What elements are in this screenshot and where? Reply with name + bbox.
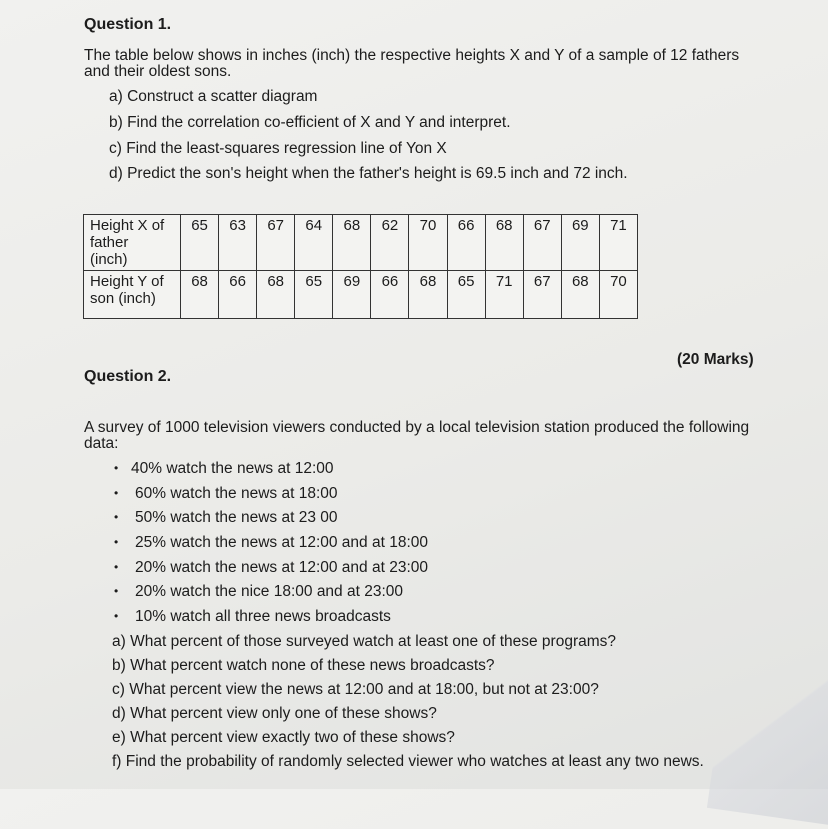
bullet-dot: • [114,510,119,524]
table-cell: 69 [333,271,371,319]
question-2-part-a: a) What percent of those surveyed watch at least one of these programs? [112,633,617,650]
question-1-intro-line-2: and their oldest sons. [84,63,232,80]
survey-fact-7: 10% watch all three news broadcasts [135,608,391,625]
survey-fact-1: 40% watch the news at 12:00 [131,460,334,477]
table-cell: 70 [599,271,637,319]
table-cell: 64 [295,215,333,271]
paper-corner-shadow [707,639,828,828]
question-2-part-b: b) What percent watch none of these news broadcasts? [112,657,495,674]
bullet-dot: • [114,535,119,549]
table-cell: 62 [371,215,409,271]
table-cell: 69 [561,215,599,271]
table-cell: 65 [181,215,219,271]
table-cell: 65 [447,271,485,319]
table-cell: 68 [181,271,219,319]
question-2-intro-line-1: A survey of 1000 television viewers conducted by a local television station produced the following [84,419,750,436]
table-cell: 70 [409,215,447,271]
question-1-title: Question 1. [84,16,172,33]
row-label-father: Height X of father (inch) [84,215,181,271]
table-row-son [84,271,638,319]
table-cell: 68 [561,271,599,319]
survey-fact-4: 25% watch the news at 12:00 and at 18:00 [135,534,428,551]
heights-table [83,214,638,319]
survey-fact-5: 20% watch the news at 12:00 and at 23:00 [135,559,428,576]
survey-fact-2: 60% watch the news at 18:00 [135,485,338,502]
question-1-part-c: c) Find the least-squares regression line of Yon X [109,140,447,157]
table-cell: 67 [257,215,295,271]
table-cell: 66 [447,215,485,271]
table-cell: 66 [371,271,409,319]
table-cell: 71 [485,271,523,319]
question-2-part-e: e) What percent view exactly two of these shows? [112,729,455,746]
bullet-dot: • [114,461,119,475]
survey-fact-3: 50% watch the news at 23 00 [135,509,338,526]
row-label-son: Height Y of son (inch) [84,271,181,319]
question-2-intro-line-2: data: [84,435,119,452]
table-cell: 68 [409,271,447,319]
table-cell: 68 [257,271,295,319]
table-cell: 67 [523,271,561,319]
table-row-father [84,215,638,271]
table-cell: 67 [523,215,561,271]
bullet-dot: • [114,560,119,574]
question-2-part-c: c) What percent view the news at 12:00 and at 18:00, but not at 23:00? [112,681,599,698]
question-1-part-d: d) Predict the son's height when the father's height is 69.5 inch and 72 inch. [109,165,628,182]
table-cell: 68 [485,215,523,271]
table-cell: 63 [219,215,257,271]
question-1-marks: (20 Marks) [677,351,754,368]
survey-fact-6: 20% watch the nice 18:00 and at 23:00 [135,583,404,600]
table-cell: 71 [599,215,637,271]
bullet-dot: • [114,584,119,598]
question-1-part-b: b) Find the correlation co-efficient of X and Y and interpret. [109,114,511,131]
bullet-dot: • [114,609,119,623]
question-2-part-d: d) What percent view only one of these shows? [112,705,437,722]
table-cell: 66 [219,271,257,319]
question-1-intro-line-1: The table below shows in inches (inch) the respective heights X and Y of a sample of 12 fathers [84,47,740,64]
question-2-part-f: f) Find the probability of randomly selected viewer who watches at least any two news. [112,753,704,770]
table-cell: 65 [295,271,333,319]
question-1-part-a: a) Construct a scatter diagram [109,88,318,105]
bullet-dot: • [114,486,119,500]
question-2-title: Question 2. [84,368,172,385]
table-cell: 68 [333,215,371,271]
